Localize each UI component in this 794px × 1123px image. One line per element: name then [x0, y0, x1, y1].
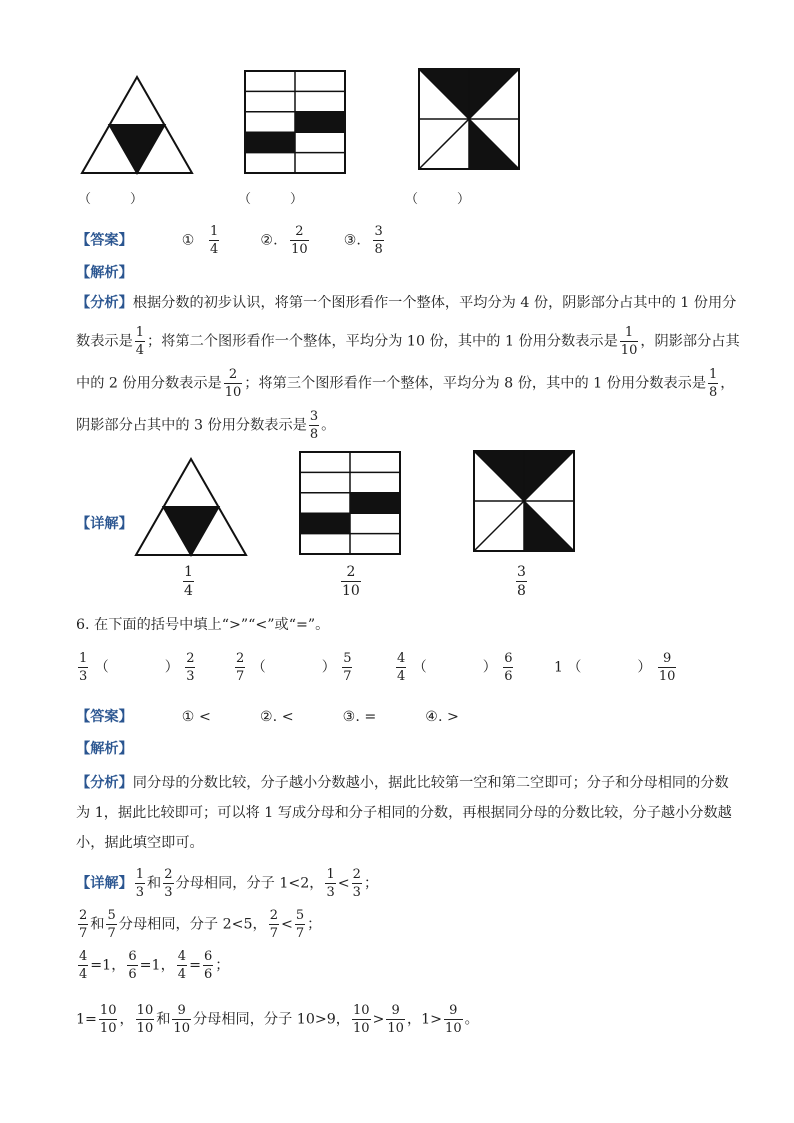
answer2-item-3: ③. = [342, 709, 377, 725]
analysis-line-2: 数表示是 $\frac{1}{4}$ ；将第二个图形看作一个整体，平均分为 10 份，其中的 1 份用分数表示是 $\frac{1}{10}$ ，阴影部分占其 [76, 325, 740, 358]
answer2-item-1: ① < [181, 709, 211, 725]
triangle-figure-2 [134, 457, 248, 557]
compare-paren-3[interactable]: （ ） [412, 659, 497, 676]
compare-item-2: $\frac{2}{7}$ （ ） $\frac{5}{7}$ [236, 651, 352, 684]
rectangle-figure-1 [244, 70, 346, 174]
figure-fraction-3: $\frac{3}{8}$ [517, 564, 526, 599]
analysis2-line-1: 【分析】同分母的分数比较，分子越小分数越小，据此比较第一空和第二空即可；分子和分母相同的分数 [76, 775, 729, 791]
detail2-row-2: $\frac{2}{7}$ 和 $\frac{5}{7}$ 分母相同，分子 2<5， $\frac{2}{7}$ < $\frac{5}{7}$ ； [79, 908, 322, 941]
compare-item-4: 1 （ ） $\frac{9}{10}$ [554, 651, 676, 684]
detail2-row-1: 【详解】 $\frac{1}{3}$ 和 $\frac{2}{3}$ 分母相同，分子 1<2， $\frac{1}{3}$ < $\frac{2}{3}$ ； [76, 867, 379, 900]
compare-paren-2[interactable]: （ ） [251, 659, 336, 676]
answer-marker-2: ②. [260, 232, 278, 249]
rectangle-figure-2 [299, 451, 401, 555]
answer2-item-2: ②. < [259, 709, 294, 725]
answer-label: 【答案】 [76, 232, 133, 249]
detail2-row-4: 1= $\frac{10}{10}$ ， $\frac{10}{10}$ 和 $\frac{9}{10}$ 分母相同，分子 10>9， $\frac{10}{10}$ > $\frac{9}{10}$ ，1> $\frac{9}{10}$ 。 [76, 1003, 479, 1036]
compare-item-1: $\frac{1}{3}$ （ ） $\frac{2}{3}$ [79, 651, 195, 684]
answer-fraction-3: $\frac{3}{8}$ [374, 224, 383, 257]
answer-line-1 [76, 225, 386, 256]
answer-marker-3: ③. [343, 232, 361, 249]
analysis2-line-3: 小，据此填空即可。 [76, 835, 204, 851]
answer-paren-2[interactable]: （ ） [238, 192, 304, 207]
detail-label-1: 【详解】 [76, 516, 133, 532]
answer2-item-4: ④. > [425, 709, 459, 725]
analysis-line-3: 中的 2 份用分数表示是 $\frac{2}{10}$ ；将第三个图形看作一个整体，平均分为 8 份，其中的 1 份用分数表示是 $\frac{1}{8}$ ， [76, 367, 735, 400]
question-6-title: 6. 在下面的括号中填上“>”“<”或“=”。 [76, 617, 330, 633]
analysis2-line-2: 为 1，据此比较即可；可以将 1 写成分母和分子相同的分数，再根据同分母的分数比较，分子越小分数越 [76, 805, 732, 821]
figure-fraction-1: $\frac{1}{4}$ [184, 564, 193, 599]
answer-fraction-2: $\frac{2}{10}$ [291, 224, 308, 257]
jiexi-label-2: 【解析】 [76, 741, 133, 757]
triangle-figure-1 [80, 75, 195, 175]
square-figure-2 [473, 450, 575, 552]
answer-fraction-1: $\frac{1}{4}$ [210, 224, 219, 257]
answer-paren-3[interactable]: （ ） [405, 192, 471, 207]
compare-paren-4[interactable]: （ ） [567, 659, 652, 676]
answer-line-2: 【答案】 ① < ②. < ③. = ④. > [76, 709, 459, 725]
answer-paren-1[interactable]: （ ） [78, 192, 144, 207]
analysis-line-4: 阴影部分占其中的 3 份用分数表示是 $\frac{3}{8}$ 。 [76, 409, 336, 442]
jiexi-label-1: 【解析】 [76, 265, 133, 281]
detail2-row-3: $\frac{4}{4}$ =1， $\frac{6}{6}$ =1， $\frac{4}{4}$ = $\frac{6}{6}$ ； [79, 949, 230, 982]
compare-paren-1[interactable]: （ ） [94, 659, 179, 676]
figure-fraction-2: $\frac{2}{10}$ [342, 564, 360, 599]
analysis-line-1: 【分析】根据分数的初步认识，将第一个图形看作一个整体，平均分为 4 份，阴影部分占其中的 1 份用分 [76, 295, 737, 311]
square-figure-1 [418, 68, 520, 170]
answer-marker-1: ① [181, 232, 195, 249]
compare-item-3: $\frac{4}{4}$ （ ） $\frac{6}{6}$ [397, 651, 513, 684]
